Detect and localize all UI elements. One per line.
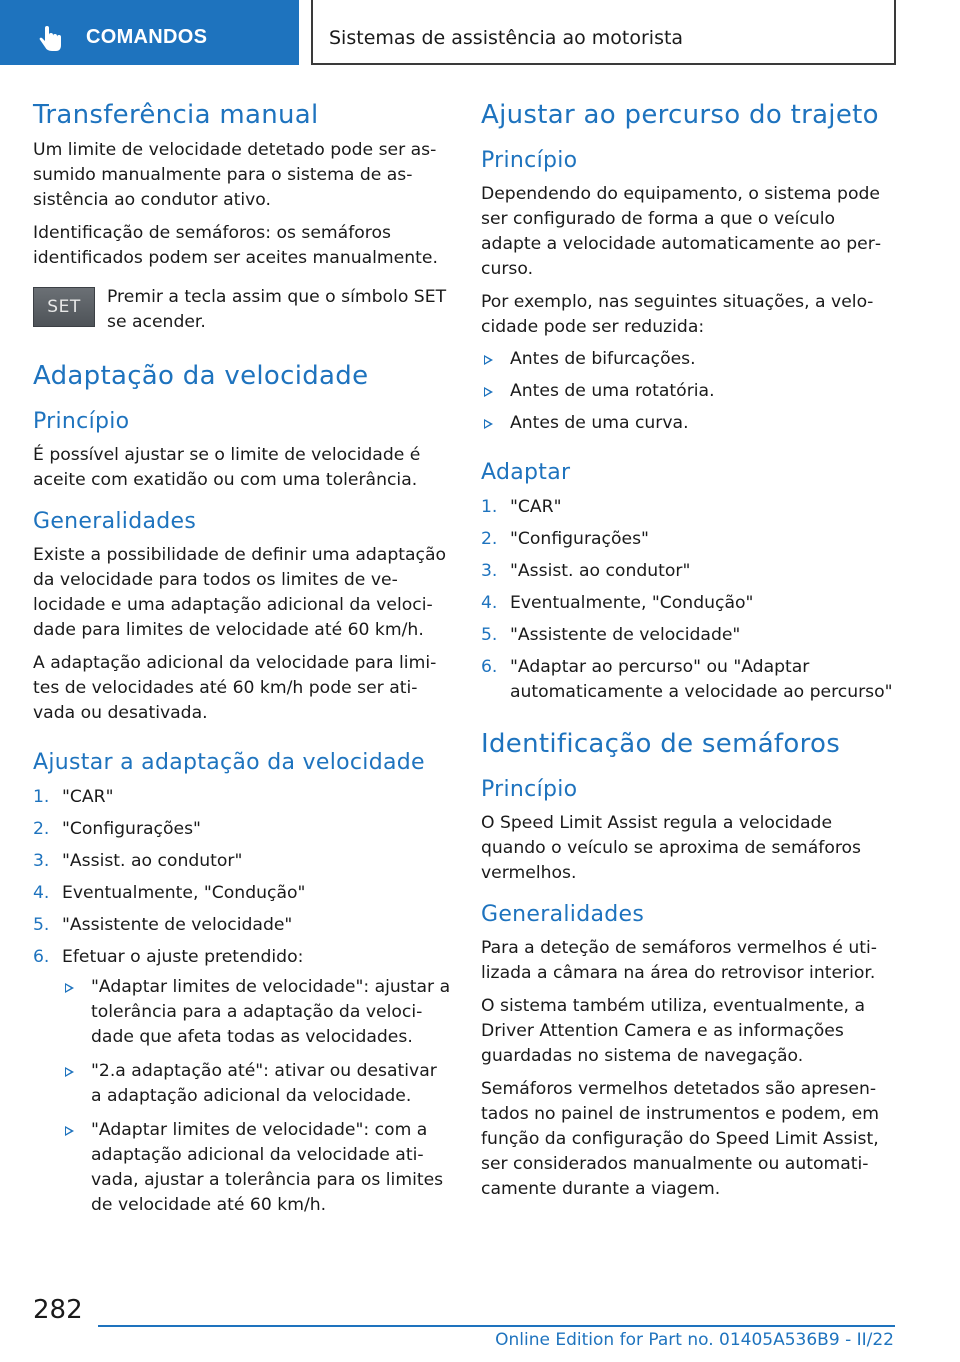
list-item: 4. Eventualmente, "Condução" — [33, 883, 306, 903]
subheading-adjust-adaptation: Ajustar a adaptação da velocidade — [33, 750, 425, 775]
paragraph: Por exemplo, nas seguintes situações, a velocidade pode ser reduzida: — [481, 292, 874, 337]
right-column — [481, 98, 896, 1202]
bullet-item: Antes de uma rotatória. — [481, 379, 896, 404]
triangle-bullet-icon — [65, 1067, 74, 1077]
triangle-bullet-icon — [484, 387, 493, 397]
paragraph: Identificação de semáforos: os semáforos identificados podem ser aceites manualmente. — [33, 223, 438, 268]
subheading-principle: Princípio — [33, 409, 130, 434]
paragraph: Um limite de velocidade detetado pode ser assumido manualmente para o sistema de assistência ao condutor ativo. — [33, 140, 437, 210]
list-item: 2. "Configurações" — [33, 819, 201, 839]
chapter-label: COMANDOS — [86, 26, 208, 48]
list-item: 6. "Adaptar ao percurso" ou "Adaptar automaticamente a velocidade ao percurso" — [481, 657, 893, 702]
paragraph: É possível ajustar se o limite de velocidade é aceite com exatidão ou com uma tolerância. — [33, 445, 421, 490]
left-column — [33, 98, 451, 1218]
subheading-principle: Princípio — [481, 148, 578, 173]
chapter-tab — [0, 0, 299, 65]
triangle-bullet-icon — [484, 419, 493, 429]
edition-note: Online Edition for Part no. 01405A536B9 - II/22 — [495, 1330, 894, 1350]
bullet-list — [481, 347, 896, 436]
steps-list — [481, 495, 896, 705]
hand-pointer-icon — [36, 24, 66, 54]
paragraph: O sistema também utiliza, eventualmente, a Driver Attention Camera e as informações guardadas no sistema de navegação. — [481, 996, 866, 1066]
heading-speed-adaptation: Adaptação da velocidade — [33, 361, 369, 391]
triangle-bullet-icon — [484, 355, 493, 365]
section-header — [311, 0, 896, 65]
page-number: 282 — [33, 1295, 83, 1325]
paragraph: Semáforos vermelhos detetados são apresentados no painel de instrumentos e podem, em função da configuração do Speed Limit Assist, ser considerados manualmente ou automaticamente durante a viagem. — [481, 1079, 879, 1199]
subheading-general: Generalidades — [481, 902, 645, 927]
heading-route-adaptation: Ajustar ao percurso do trajeto — [481, 100, 879, 130]
list-item: 2. "Configurações" — [481, 529, 649, 549]
list-item: 4. Eventualmente, "Condução" — [481, 593, 754, 613]
set-key-instruction — [33, 285, 451, 345]
paragraph: Dependendo do equipamento, o sistema pode ser configurado de forma a que o veículo adapte a velocidade automaticamente ao percurso. — [481, 184, 882, 279]
subheading-principle: Princípio — [481, 777, 578, 802]
list-item: 1. "CAR" — [33, 787, 114, 807]
heading-manual-transfer: Transferência manual — [33, 100, 319, 130]
list-item: 1. "CAR" — [481, 497, 562, 517]
footer-divider — [98, 1325, 895, 1327]
paragraph: Existe a possibilidade de definir uma adaptação da velocidade para todos os limites de velocidade e uma adaptação adicional da velocidade para limites de velocidade até 60 km/h. — [33, 545, 447, 640]
bullet-item: Antes de bifurcações. — [481, 347, 896, 372]
heading-traffic-light-detection: Identificação de semáforos — [481, 729, 841, 759]
bullet-item: Antes de uma curva. — [481, 411, 896, 436]
section-title: Sistemas de assistência ao motorista — [329, 27, 684, 49]
bullet-item: "2.a adaptação até": ativar ou desativar a adaptação adicional da velocidade. — [62, 1059, 451, 1109]
sub-bullet-list — [62, 975, 451, 1218]
paragraph: O Speed Limit Assist regula a velocidade quando o veículo se aproxima de semáforos vermelhos. — [481, 813, 861, 883]
bullet-item: "Adaptar limites de velocidade": com a adaptação adicional da velocidade ativada, ajustar a tolerância para os limites de velocidade até 60 km/h. — [62, 1118, 451, 1218]
steps-list — [33, 785, 451, 1218]
list-item: 5. "Assistente de velocidade" — [33, 915, 293, 935]
paragraph: A adaptação adicional da velocidade para limites de velocidades até 60 km/h pode ser ativada ou desativada. — [33, 653, 437, 723]
bullet-item: "Adaptar limites de velocidade": ajustar a tolerância para a adaptação da velocidade que afeta todas as velocidades. — [62, 975, 451, 1050]
triangle-bullet-icon — [65, 1126, 74, 1136]
subheading-adapt: Adaptar — [481, 460, 571, 485]
list-item: 6. Efetuar o ajuste pretendido: "Adaptar limites de velocidade": ajustar a tolerância para a adaptação da velocidade que afeta todas as velocidades. "2.a adaptação até": ativar ou desativar a adaptação adicional da velocidade. "Adaptar limites de velocidade": com a adaptação adicional da velocidade ativada, ajustar a tolerância para os limites de velocidade até 60 km/h. — [33, 945, 451, 1218]
list-item: 5. "Assistente de velocidade" — [481, 625, 741, 645]
subheading-general: Generalidades — [33, 509, 197, 534]
triangle-bullet-icon — [65, 983, 74, 993]
set-key-icon — [33, 287, 95, 327]
list-item: 3. "Assist. ao condutor" — [33, 851, 243, 871]
paragraph: Para a deteção de semáforos vermelhos é utilizada a câmara na área do retrovisor interior. — [481, 938, 877, 983]
set-key-text: Premir a tecla assim que o símbolo SET se acender. — [107, 287, 447, 332]
set-key-label: SET — [47, 297, 81, 317]
list-item: 3. "Assist. ao condutor" — [481, 561, 691, 581]
